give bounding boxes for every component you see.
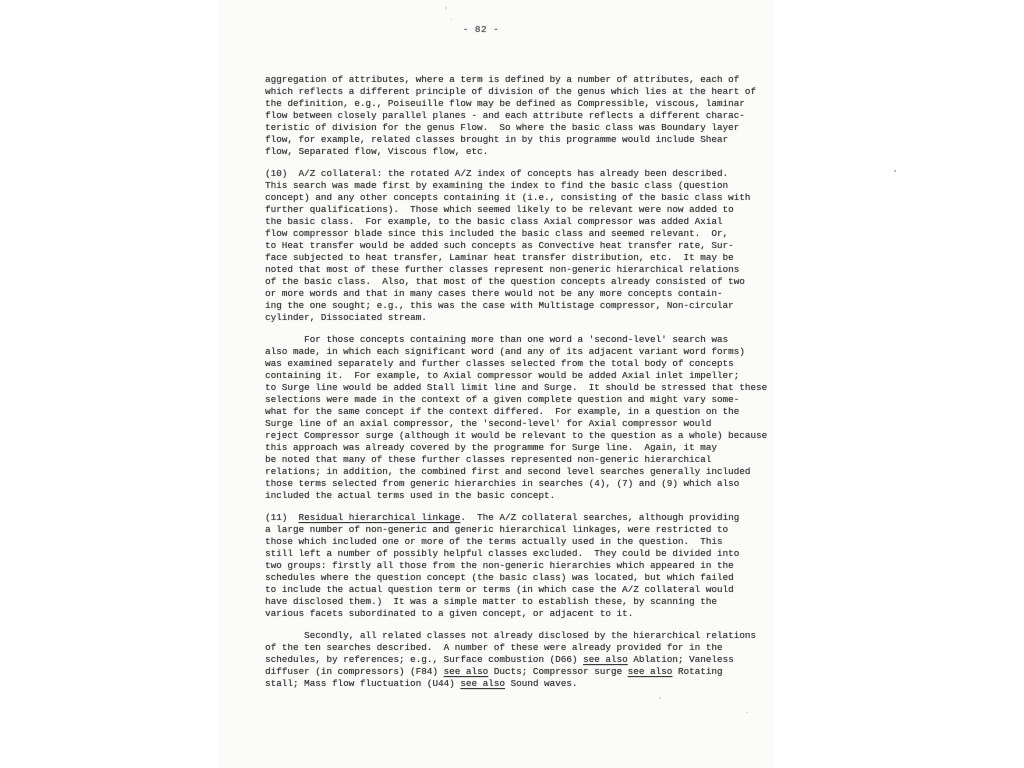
text-segment: noted that most of these further classes represent non-generic hierarchical relations bbox=[265, 264, 740, 275]
text-segment: face subjected to heat transfer, Laminar heat transfer distribution, etc. It may be bbox=[265, 252, 734, 263]
text-line bbox=[265, 666, 777, 678]
text-line bbox=[265, 346, 777, 358]
text-segment: Rotating bbox=[672, 666, 723, 677]
text-segment: relations; in addition, the combined first and second level searches generally included bbox=[265, 466, 751, 477]
text-line bbox=[265, 122, 777, 134]
text-line bbox=[265, 216, 777, 228]
text-segment: to Heat transfer would be added such concepts as Convective heat transfer rate, Sur- bbox=[265, 240, 734, 251]
text-line bbox=[265, 596, 777, 608]
paragraph-secondly-related-classes bbox=[265, 630, 777, 690]
text-line bbox=[265, 74, 777, 86]
text-line bbox=[265, 300, 777, 312]
text-segment: diffuser (in compressors) (F84) bbox=[265, 666, 444, 677]
text-line bbox=[265, 110, 777, 122]
text-segment: those terms selected from generic hierarchies in searches (4), (7) and (9) which also bbox=[265, 478, 740, 489]
text-segment: schedules, by references; e.g., Surface combustion (D66) bbox=[265, 654, 584, 665]
text-segment: containing it. For example, to Axial compressor would be added Axial inlet impeller; bbox=[265, 370, 740, 381]
text-line bbox=[265, 204, 777, 216]
text-segment: Sound waves. bbox=[504, 678, 578, 689]
text-segment: aggregation of attributes, where a term is defined by a number of attributes, each of bbox=[265, 74, 740, 85]
text-segment: or more words and that in many cases there would not be any more concepts contain- bbox=[265, 288, 723, 299]
text-segment: was examined separately and further classes selected from the total body of concepts bbox=[265, 358, 734, 369]
underlined-text: see also bbox=[460, 678, 505, 689]
text-line bbox=[265, 288, 777, 300]
text-line bbox=[265, 454, 777, 466]
paragraph-aggregation bbox=[265, 74, 777, 158]
text-segment: to Surge line would be added Stall limit line and Surge. It should be stressed that these bbox=[265, 382, 768, 393]
text-line bbox=[265, 382, 777, 394]
text-segment: reject Compressor surge (although it would be relevant to the question as a whole) because bbox=[265, 430, 768, 441]
scan-speckle bbox=[445, 7, 447, 9]
text-line bbox=[265, 358, 777, 370]
text-segment: concept) and any other concepts containing it (i.e., consisting of the basic class with bbox=[265, 192, 751, 203]
underlined-text: see also bbox=[443, 666, 489, 677]
paragraph-item-10-az-collateral bbox=[265, 168, 777, 324]
text-line bbox=[265, 584, 777, 596]
text-segment: of the ten searches described. A number of these were already provided for in the bbox=[265, 642, 723, 653]
text-line bbox=[265, 334, 777, 346]
text-line bbox=[265, 86, 777, 98]
text-line bbox=[265, 394, 777, 406]
text-line bbox=[265, 654, 777, 666]
text-segment: which reflects a different principle of division of the genus which lies at the heart of bbox=[265, 86, 756, 97]
text-line bbox=[265, 312, 777, 324]
text-segment: ing the one sought; e.g., this was the case with Multistage compressor, Non-circular bbox=[265, 300, 734, 311]
text-line bbox=[265, 560, 777, 572]
text-segment: For those concepts containing more than one word a 'second-level' search was bbox=[265, 334, 729, 345]
text-line bbox=[265, 252, 777, 264]
text-segment: be noted that many of these further classes represented non-generic hierarchical bbox=[265, 454, 712, 465]
text-segment: . The A/Z collateral searches, although providing bbox=[460, 512, 740, 523]
scan-speckle bbox=[746, 712, 748, 713]
paragraph-item-11-residual-hierarchical-linkage bbox=[265, 512, 777, 620]
underlined-text: Residual hierarchical linkage bbox=[298, 512, 461, 523]
text-segment: what for the same concept if the context differed. For example, in a question on the bbox=[265, 406, 740, 417]
text-line bbox=[265, 572, 777, 584]
text-line bbox=[265, 490, 777, 502]
text-line bbox=[265, 276, 777, 288]
scan-speckle bbox=[659, 697, 661, 699]
text-line bbox=[265, 146, 777, 158]
text-segment: (11) bbox=[265, 512, 299, 523]
text-segment: included the actual terms used in the basic concept. bbox=[265, 490, 556, 501]
text-line bbox=[265, 630, 777, 642]
text-segment: also made, in which each significant word (and any of its adjacent variant word forms) bbox=[265, 346, 745, 357]
text-line bbox=[265, 608, 777, 620]
text-segment: the definition, e.g., Poiseuille flow may be defined as Compressible, viscous, laminar bbox=[265, 98, 745, 109]
text-line bbox=[265, 406, 777, 418]
text-segment: flow compressor blade since this included the basic class and seemed relevant. Or, bbox=[265, 228, 729, 239]
text-line bbox=[265, 430, 777, 442]
text-line bbox=[265, 466, 777, 478]
text-line bbox=[265, 478, 777, 490]
text-line bbox=[265, 442, 777, 454]
text-segment: flow between closely parallel planes - and each attribute reflects a different charac- bbox=[265, 110, 745, 121]
text-segment: Ablation; Vaneless bbox=[627, 654, 734, 665]
text-segment: a large number of non-generic and generic hierarchical linkages, were restricted to bbox=[265, 524, 729, 535]
text-segment: Surge line of an axial compressor, the 'second-level' for Axial compressor would bbox=[265, 418, 712, 429]
text-segment: selections were made in the context of a given complete question and might vary some- bbox=[265, 394, 740, 405]
underlined-text: see also bbox=[583, 654, 628, 665]
text-segment: Ducts; Compressor surge bbox=[488, 666, 628, 677]
text-line bbox=[265, 228, 777, 240]
text-line bbox=[265, 524, 777, 536]
text-line bbox=[265, 134, 777, 146]
text-segment: teristic of division for the genus Flow. So where the basic class was Boundary layer bbox=[265, 122, 740, 133]
text-segment: Secondly, all related classes not already disclosed by the hierarchical relations bbox=[265, 630, 756, 641]
text-line bbox=[265, 536, 777, 548]
text-line bbox=[265, 98, 777, 110]
text-segment: still left a number of possibly helpful classes excluded. They could be divided into bbox=[265, 548, 740, 559]
page-number: - 82 - bbox=[462, 24, 500, 35]
text-line bbox=[265, 370, 777, 382]
text-segment: schedules where the question concept (the basic class) was located, but which failed bbox=[265, 572, 734, 583]
text-segment: two groups: firstly all those from the non-generic hierarchies which appeared in the bbox=[265, 560, 734, 571]
text-segment: further qualifications). Those which seemed likely to be relevant were now added to bbox=[265, 204, 734, 215]
text-line bbox=[265, 418, 777, 430]
scanned-page bbox=[217, 0, 775, 768]
text-line bbox=[265, 240, 777, 252]
text-line bbox=[265, 642, 777, 654]
text-segment: cylinder, Dissociated stream. bbox=[265, 312, 427, 323]
text-line bbox=[265, 192, 777, 204]
scan-speckle bbox=[894, 170, 896, 172]
text-line bbox=[265, 678, 777, 690]
text-segment: the basic class. For example, to the basic class Axial compressor was added Axial bbox=[265, 216, 723, 227]
text-line bbox=[265, 168, 777, 180]
text-line bbox=[265, 512, 777, 524]
text-segment: those which included one or more of the terms actually used in the question. This bbox=[265, 536, 723, 547]
text-segment: this approach was already covered by the programme for Surge line. Again, it may bbox=[265, 442, 717, 453]
text-line bbox=[265, 548, 777, 560]
text-segment: to include the actual question term or terms (in which case the A/Z collateral would bbox=[265, 584, 734, 595]
text-line bbox=[265, 264, 777, 276]
text-segment: (10) A/Z collateral: the rotated A/Z index of concepts has already been described. bbox=[265, 168, 729, 179]
text-line bbox=[265, 180, 777, 192]
paragraph-second-level-search bbox=[265, 334, 777, 502]
text-segment: flow, Separated flow, Viscous flow, etc. bbox=[265, 146, 489, 157]
text-segment: flow, for example, related classes brought in by this programme would include Shear bbox=[265, 134, 729, 145]
underlined-text: see also bbox=[627, 666, 673, 677]
text-segment: stall; Mass flow fluctuation (U44) bbox=[265, 678, 461, 689]
text-segment: various facets subordinated to a given concept, or adjacent to it. bbox=[265, 608, 634, 619]
text-segment: of the basic class. Also, that most of the question concepts already consisted of two bbox=[265, 276, 745, 287]
scan-speckle bbox=[450, 19, 452, 20]
page-body bbox=[265, 74, 777, 690]
text-segment: have disclosed them.) It was a simple matter to establish these, by scanning the bbox=[265, 596, 717, 607]
text-segment: This search was made first by examining the index to find the basic class (question bbox=[265, 180, 729, 191]
